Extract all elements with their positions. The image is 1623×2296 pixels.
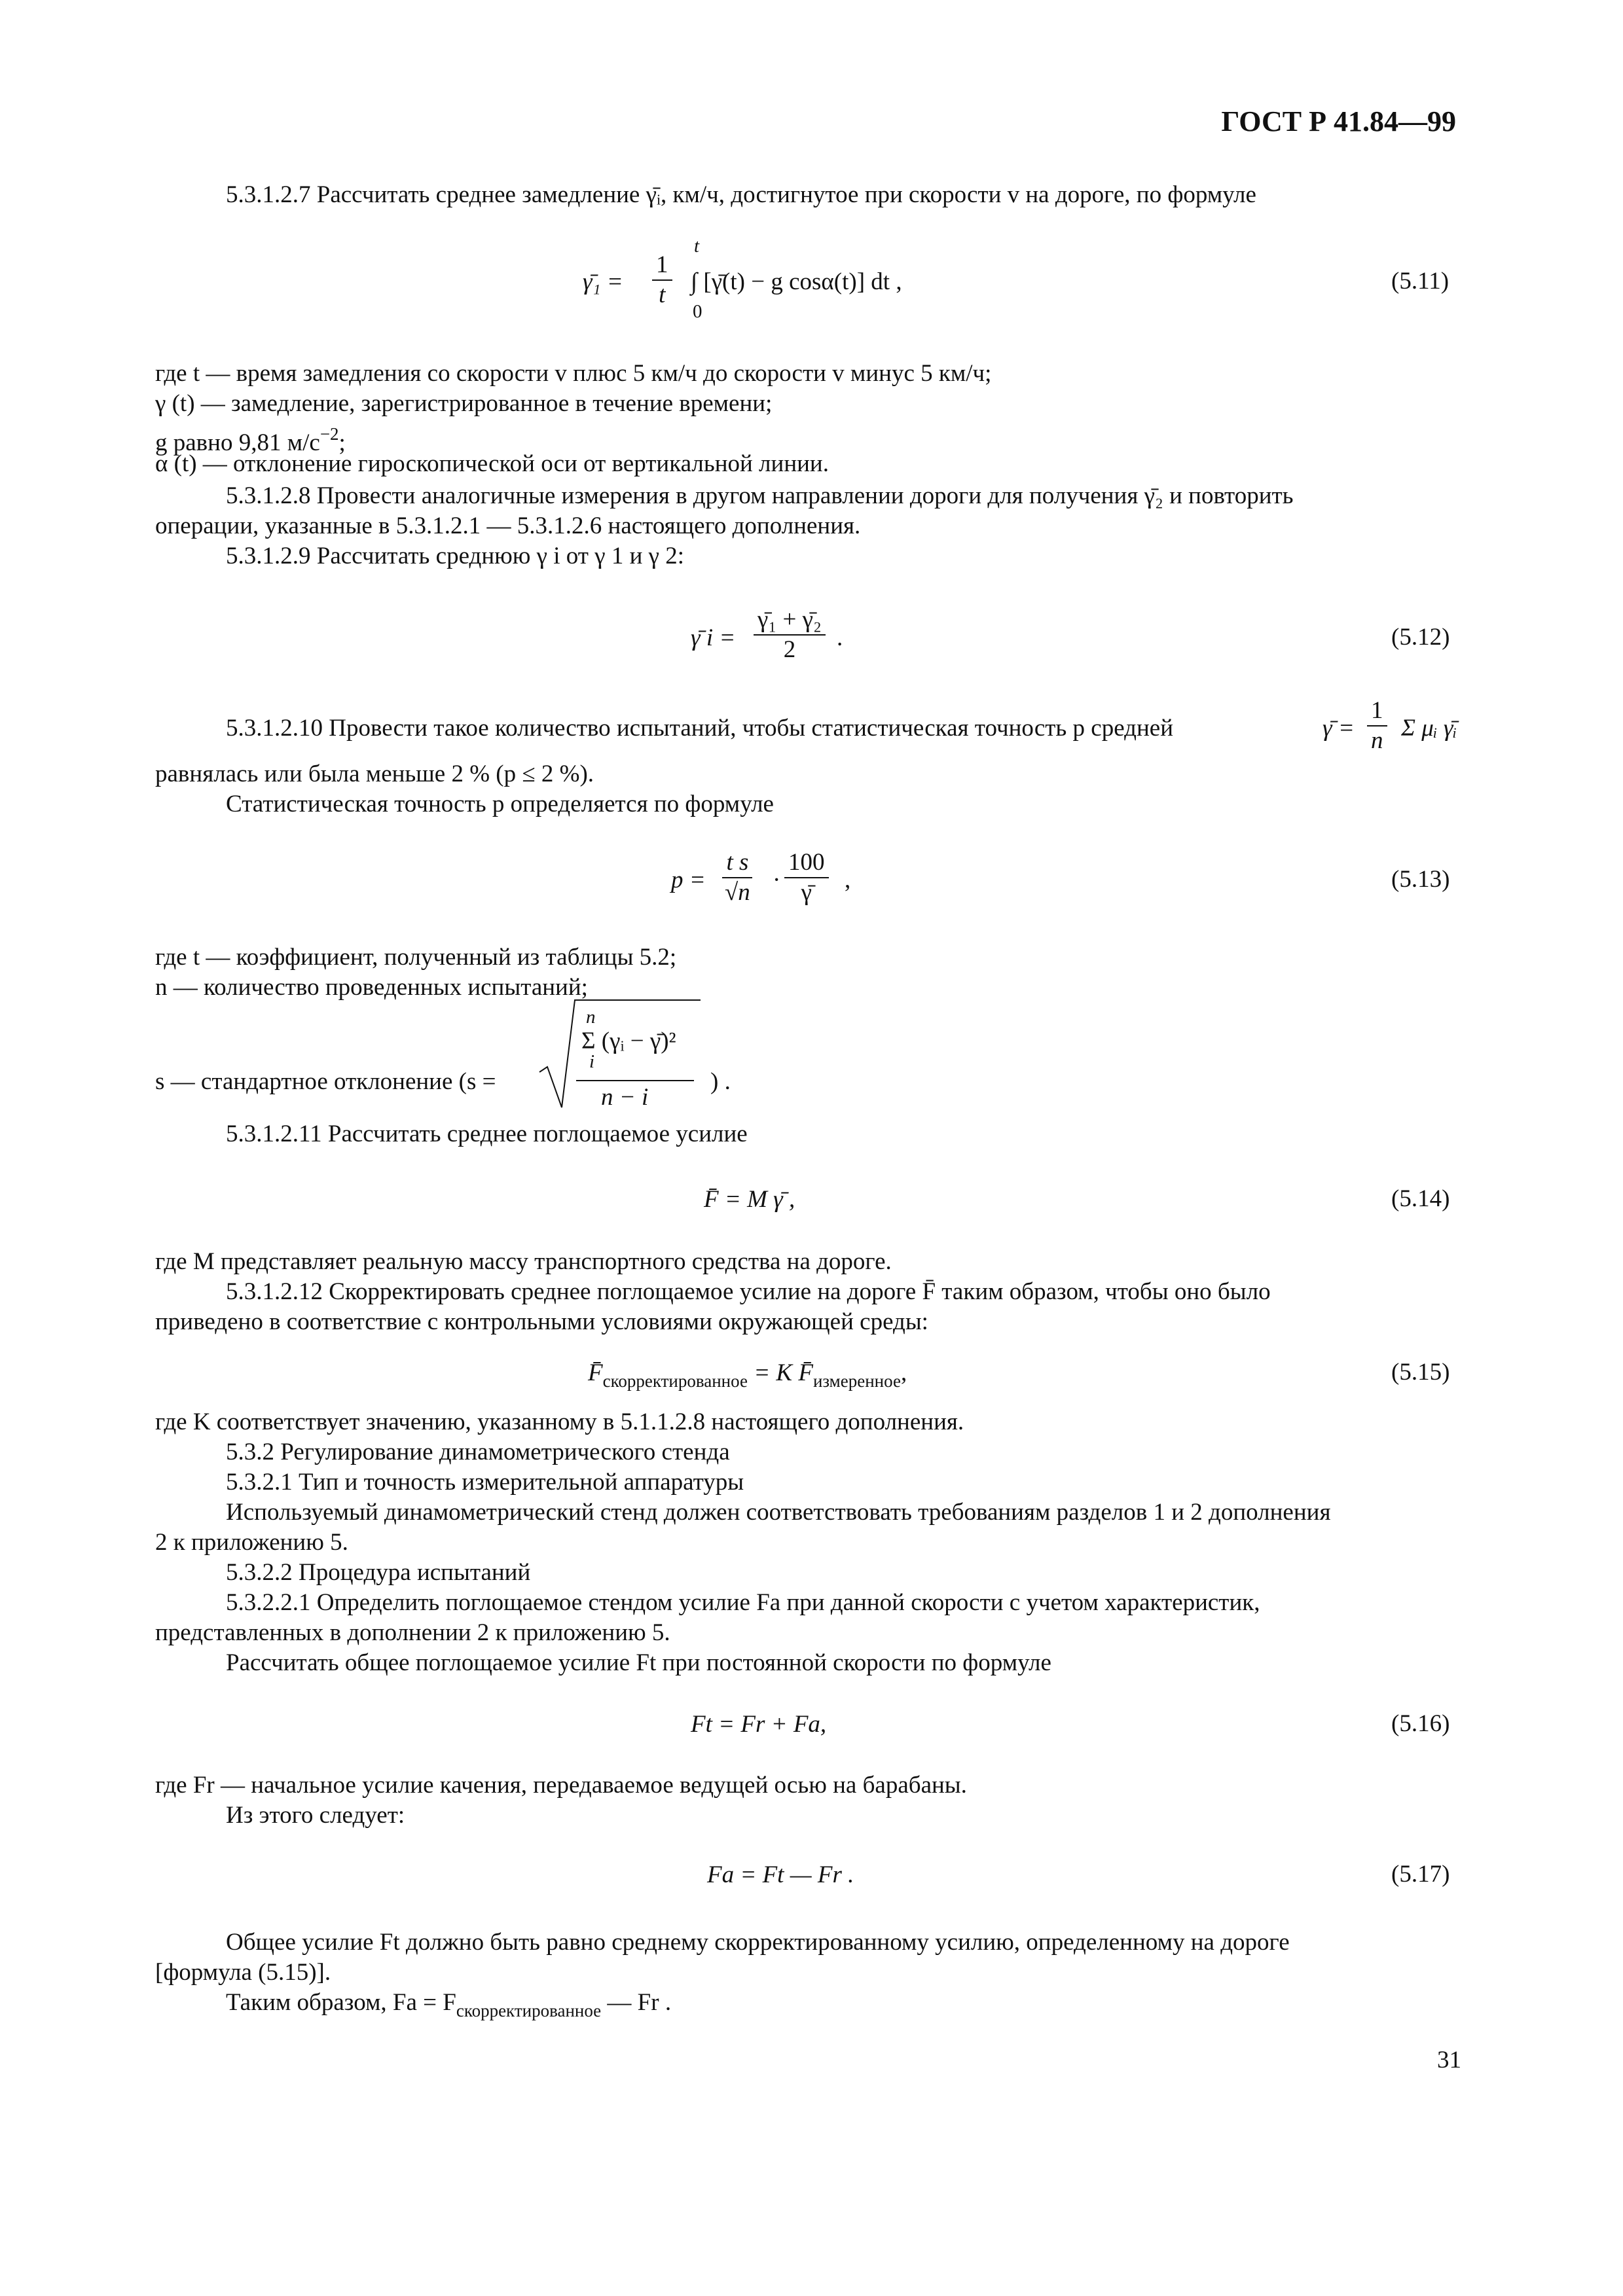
where-5-14: где M представляет реальную массу транспортного средства на дороге. <box>155 1248 892 1275</box>
eq-5-11-int-upper: t <box>694 236 700 257</box>
paragraph-5-3-1-2-12-line2: приведено в соответствие с контрольными условиями окружающей среды: <box>155 1308 928 1335</box>
std-dev-sum-bottom: i <box>589 1051 595 1072</box>
eq-5-11-number: (5.11) <box>1391 268 1450 295</box>
eq-5-11-integrand: ∫ [γ̄(t) − g cosα(t)] dt , <box>691 268 902 295</box>
paragraph-5-3-1-2-10-frac-den: n <box>1371 727 1383 754</box>
paragraph-5-3-1-2-7: 5.3.1.2.7 Рассчитать среднее замедление γ̄ᵢ, км/ч, достигнутое при скорости v на дороге, по формуле <box>226 181 1256 208</box>
std-dev-fraction-bar <box>576 1080 694 1081</box>
eq-5-12-tail: . <box>837 624 843 651</box>
eq-5-12-number: (5.12) <box>1391 624 1450 651</box>
paragraph-5-3-1-2-11: 5.3.1.2.11 Рассчитать среднее поглощаемое усилие <box>226 1121 748 1147</box>
where-5-16: где Fr — начальное усилие качения, передаваемое ведущей осью на барабаны. <box>155 1772 967 1799</box>
paragraph-final-line1: Общее усилие Ft должно быть равно среднему скорректированному усилию, определенному на дороге <box>226 1929 1290 1956</box>
std-dev-sum-top: n <box>586 1007 596 1028</box>
paragraph-5-3-1-2-8-line1: 5.3.1.2.8 Провести аналогичные измерения в другом направлении дороги для получения γ̄₂ и повторить <box>226 482 1294 509</box>
paragraph-5-3-1-2-10-fraction <box>1367 696 1387 755</box>
paragraph-final-line2: [формула (5.15)]. <box>155 1959 331 1986</box>
eq-5-13-tail: , <box>845 867 851 893</box>
paragraph-5-3-1-2-10-formula: γ̄ = <box>1322 715 1355 742</box>
where-5-15: где K соответствует значению, указанному в 5.1.1.2.8 настоящего дополнения. <box>155 1408 964 1435</box>
paragraph-thus-prefix: Таким образом, Fa = F <box>226 1989 456 2016</box>
eq-5-12-lhs: γ̄ i = <box>691 624 736 651</box>
paragraph-follows: Из этого следует: <box>226 1802 405 1829</box>
eq-5-15-f1: F̄ <box>588 1359 603 1386</box>
where-5-13-line-2: n — количество проведенных испытаний; <box>155 974 588 1001</box>
paragraph-5-3-1-2-12-line1: 5.3.1.2.12 Скорректировать среднее поглощаемое усилие на дороге F̄ таким образом, чтобы оно было <box>226 1278 1271 1305</box>
paragraph-5-3-2-2-1-line2: представленных в дополнении 2 к приложению 5. <box>155 1619 670 1646</box>
paragraph-5-3-1-2-10-frac-num: 1 <box>1367 696 1387 726</box>
eq-5-13-fraction-2 <box>784 848 829 907</box>
eq-5-13-num2: 100 <box>784 848 829 878</box>
eq-5-15-expr <box>588 1358 907 1396</box>
paragraph-thus <box>226 1988 671 2026</box>
eq-5-11-fraction <box>652 251 672 310</box>
eq-5-13-fraction-1 <box>721 848 754 907</box>
std-dev-sum-expr: Σ (γᵢ − γ̄)² <box>581 1028 676 1054</box>
paragraph-precision: Статистическая точность p определяется по формуле <box>226 791 774 817</box>
paragraph-thus-tail: — Fr . <box>601 1989 672 2016</box>
eq-5-17-number: (5.17) <box>1391 1861 1450 1888</box>
where-line-1: где t — время замедления со скорости v плюс 5 км/ч до скорости v минус 5 км/ч; <box>155 360 992 387</box>
eq-5-15-sub1: скорректированное <box>602 1371 748 1391</box>
eq-5-13-den2: γ̄ <box>801 879 812 906</box>
std-dev-suffix: ) . <box>710 1068 731 1095</box>
eq-5-15-mid: = K F̄ <box>747 1359 813 1386</box>
paragraph-5-3-1-2-10-line2: равнялась или была меньше 2 % (p ≤ 2 %). <box>155 761 594 787</box>
paragraph-dyn-line2: 2 к приложению 5. <box>155 1529 348 1556</box>
paragraph-5-3-1-2-8-line2: операции, указанные в 5.3.1.2.1 — 5.3.1.2.6 настоящего дополнения. <box>155 512 861 539</box>
page-number: 31 <box>1437 2047 1461 2073</box>
eq-5-15-number: (5.15) <box>1391 1359 1450 1386</box>
eq-5-15-tail: , <box>900 1359 907 1386</box>
g-tail: ; <box>338 429 346 456</box>
eq-5-16-number: (5.16) <box>1391 1710 1450 1737</box>
eq-5-15-sub2: измеренное <box>812 1371 901 1391</box>
document-code: ГОСТ Р 41.84—99 <box>1221 105 1456 137</box>
paragraph-5-3-1-2-9: 5.3.1.2.9 Рассчитать среднюю γ i от γ 1 и γ 2: <box>226 543 685 569</box>
std-dev-den: n − i <box>601 1084 649 1111</box>
where-5-13-line-1: где t — коэффициент, полученный из таблицы 5.2; <box>155 944 677 971</box>
eq-5-17-expr: Fa = Ft — Fr . <box>707 1861 854 1888</box>
eq-5-13-num1: t s <box>722 848 752 878</box>
paragraph-dyn-line1: Используемый динамометрический стенд должен соответствовать требованиям разделов 1 и 2 дополнения <box>226 1499 1331 1526</box>
eq-5-12-den: 2 <box>783 636 796 663</box>
eq-5-13-dot: · <box>773 867 781 893</box>
section-5-3-2-2: 5.3.2.2 Процедура испытаний <box>226 1559 531 1586</box>
where-line-3-text: g равно 9,81 м/с <box>155 429 320 456</box>
eq-5-11-frac-num: 1 <box>652 251 672 281</box>
std-dev-prefix: s — стандартное отклонение (s = <box>155 1068 496 1095</box>
eq-5-13-lhs: p = <box>671 867 706 893</box>
eq-5-11-frac-den: t <box>659 281 666 308</box>
paragraph-5-3-1-2-10-sum: Σ μᵢ γ̄ᵢ <box>1401 715 1457 742</box>
eq-5-12-num: γ̄₁ + γ̄₂ <box>754 605 826 636</box>
paragraph-total-force: Рассчитать общее поглощаемое усилие Ft при постоянной скорости по формуле <box>226 1649 1051 1676</box>
paragraph-5-3-2-2-1-line1: 5.3.2.2.1 Определить поглощаемое стендом усилие Fa при данной скорости с учетом характеристик, <box>226 1589 1260 1616</box>
section-5-3-2: 5.3.2 Регулирование динамометрического стенда <box>226 1439 730 1465</box>
paragraph-5-3-1-2-10-line1: 5.3.1.2.10 Провести такое количество испытаний, чтобы статистическая точность p средней <box>226 715 1173 742</box>
eq-5-11-int-lower: 0 <box>693 301 702 322</box>
g-exponent: −2 <box>319 424 339 444</box>
eq-5-13-den1: √n <box>725 879 750 906</box>
eq-5-14-number: (5.14) <box>1391 1185 1450 1212</box>
eq-5-14-expr: F̄ = M γ̄ , <box>704 1186 795 1213</box>
eq-5-16-expr: Ft = Fr + Fa, <box>691 1711 827 1738</box>
eq-5-13-number: (5.13) <box>1391 866 1450 893</box>
section-5-3-2-1: 5.3.2.1 Тип и точность измерительной аппаратуры <box>226 1469 744 1496</box>
eq-5-11-lhs: γ̄₁ = <box>583 268 623 295</box>
where-line-2: γ (t) — замедление, зарегистрированное в течение времени; <box>155 390 773 417</box>
paragraph-thus-sub: скорректированное <box>456 2001 602 2020</box>
eq-5-12-fraction <box>754 605 826 664</box>
where-line-4: α (t) — отклонение гироскопической оси от вертикальной линии. <box>155 450 829 477</box>
